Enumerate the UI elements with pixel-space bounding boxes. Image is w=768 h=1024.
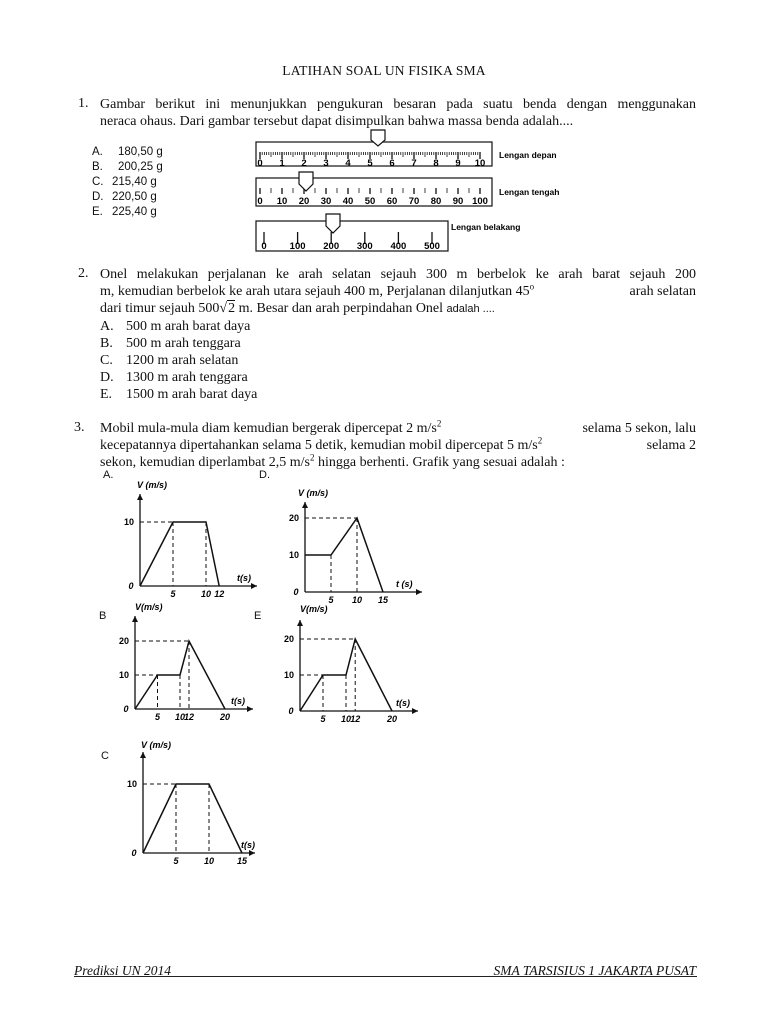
x-tick-label: 12 — [183, 712, 195, 722]
x-axis-arrow — [249, 850, 255, 856]
front-arm-label: Lengan depan — [499, 150, 557, 160]
x-tick-label: 5 — [328, 595, 334, 605]
graph-b — [105, 596, 265, 728]
q2-option-b: B. 500 m arah tenggara — [100, 336, 241, 351]
q2-option-a: A. 500 m arah barat daya — [100, 319, 251, 334]
q2-line-2: m, kemudian berbelok ke arah utara sejauh 400 m, Perjalanan dilanjutkan 45$^o$ arah selatan — [100, 281, 696, 299]
q1-option-c: C. 215,40 g — [92, 176, 157, 188]
x-tick-label: 12 — [350, 714, 361, 724]
y-axis-label: V (m/s) — [298, 488, 329, 498]
x-axis-label: t (s) — [396, 579, 413, 589]
scale-label: 10 — [276, 196, 288, 207]
q3-line-3: sekon, kemudian diperlambat 2,5 $m/s^2$ hingga berhenti. Grafik yang sesuai adalah : — [100, 452, 565, 470]
x-tick-label: 10 — [340, 714, 352, 724]
q2-options — [100, 318, 257, 403]
x-axis-arrow — [251, 583, 257, 589]
x-axis-arrow — [416, 589, 422, 595]
scale-label: 0 — [261, 241, 267, 252]
scale-label: 1 — [279, 158, 285, 169]
back-arm-rider — [326, 214, 340, 233]
x-axis-label: t(s) — [231, 696, 245, 706]
scale-label: 40 — [342, 196, 354, 207]
y-axis-arrow — [140, 752, 146, 758]
graph-c — [105, 736, 265, 866]
scale-label: 400 — [390, 241, 407, 252]
y-tick-label: 10 — [126, 779, 137, 789]
y-tick-label: 20 — [283, 634, 294, 644]
graph-d-letter: D. — [259, 469, 270, 481]
graph-c-letter: C — [101, 750, 109, 762]
x-axis-arrow — [412, 708, 418, 714]
scale-label: 300 — [356, 241, 373, 252]
graph-d — [270, 484, 430, 610]
front-arm-rider — [371, 130, 385, 146]
velocity-line — [300, 639, 392, 711]
x-tick-label: 20 — [219, 712, 231, 722]
footer-rule — [74, 976, 697, 977]
q3-line-2: kecepatannya dipertahankan selama 5 detik, kemudian mobil dipercepat 5 $m/s^2$ selama 2 — [100, 435, 696, 453]
x-axis-arrow — [247, 706, 253, 712]
scale-label: 100 — [472, 196, 488, 207]
q1-option-e: E. 225,40 g — [92, 206, 157, 218]
scale-label: 200 — [323, 241, 340, 252]
velocity-line — [140, 522, 219, 586]
back-arm-beam — [256, 221, 448, 251]
page-title: LATIHAN SOAL UN FISIKA SMA — [282, 63, 486, 78]
x-tick-label: 5 — [170, 589, 176, 599]
q2-line-1: Onel melakukan perjalanan ke arah selatan sejauh 300 m berbelok ke arah barat sejauh 200 — [100, 267, 696, 282]
back-arm-label: Lengan belakang — [451, 222, 521, 232]
y-tick-label: 10 — [288, 550, 299, 560]
scale-label: 3 — [323, 158, 329, 169]
q1-number: 1. — [78, 96, 89, 111]
q1-option-a: A. 180,50 g — [92, 146, 163, 158]
footer-left: Prediksi UN 2014 — [74, 963, 171, 978]
graph-a — [105, 474, 265, 606]
q3-number: 3. — [74, 420, 85, 435]
scale-label: 4 — [345, 158, 351, 169]
x-tick-label: 10 — [351, 595, 363, 605]
y-axis-label: V(m/s) — [135, 602, 163, 612]
y-axis-arrow — [137, 494, 143, 500]
x-axis-label: t(s) — [237, 573, 251, 583]
graph-e — [270, 598, 430, 728]
graph-b-letter: B — [99, 610, 107, 622]
y-tick-label: 10 — [123, 517, 134, 527]
middle-arm-label: Lengan tengah — [499, 187, 560, 197]
x-tick-label: 20 — [386, 714, 398, 724]
velocity-line — [305, 518, 383, 592]
y-axis-arrow — [302, 502, 308, 508]
x-tick-label: 5 — [320, 714, 326, 724]
scale-label: 6 — [389, 158, 395, 169]
x-tick-label: 5 — [173, 856, 179, 866]
q2-option-e: E. 1500 m arah barat daya — [100, 387, 258, 402]
scale-label: 10 — [474, 158, 486, 169]
x-tick-label: 15 — [236, 856, 248, 866]
scale-label: 90 — [452, 196, 464, 207]
ohaus-balance-figure — [250, 128, 570, 256]
q2-line-3: dari timur sejauh 500√2 m. Besar dan arah perpindahan Onel adalah .... — [100, 301, 495, 316]
y-axis-arrow — [132, 616, 138, 622]
y-axis-arrow — [297, 620, 303, 626]
x-axis-label: t(s) — [241, 840, 255, 850]
x-tick-label: 10 — [203, 856, 215, 866]
q1-line-1: Gambar berikut ini menunjukkan pengukuran besaran pada suatu benda dengan menggunakan — [100, 97, 696, 112]
q2-option-c: C. 1200 m arah selatan — [100, 353, 239, 368]
y-axis-label: V(m/s) — [300, 604, 328, 614]
x-axis-label: t(s) — [396, 698, 410, 708]
y-axis-label: V (m/s) — [137, 480, 168, 490]
scale-label: 70 — [408, 196, 420, 207]
y-tick-label: 20 — [118, 636, 129, 646]
q2-option-d: D. 1300 m arah tenggara — [100, 370, 248, 385]
scale-label: 500 — [424, 241, 440, 252]
q2-number: 2. — [78, 266, 89, 281]
origin-label: 0 — [123, 704, 129, 714]
origin-label: 0 — [128, 581, 134, 591]
scale-label: 9 — [455, 158, 461, 169]
x-tick-label: 5 — [154, 712, 161, 722]
scale-label: 5 — [367, 158, 373, 169]
scale-label: 80 — [430, 196, 442, 207]
y-axis-label: V (m/s) — [141, 740, 172, 750]
y-tick-label: 10 — [283, 670, 294, 680]
y-tick-label: 20 — [288, 513, 299, 523]
q1-options — [92, 145, 163, 220]
velocity-line — [143, 784, 242, 853]
scale-label: 2 — [301, 158, 307, 169]
q1-option-d: D. 220,50 g — [92, 191, 157, 203]
back-arm-ticks — [261, 232, 440, 252]
graph-e-letter: E — [254, 610, 262, 622]
x-tick-label: 10 — [200, 589, 212, 599]
q1-option-b: B. 200,25 g — [92, 161, 163, 173]
middle-arm-ticks — [257, 188, 488, 207]
scale-label: 20 — [298, 196, 310, 207]
scale-label: 7 — [411, 158, 417, 169]
x-tick-label: 10 — [174, 712, 186, 722]
x-tick-label: 12 — [214, 589, 225, 599]
scale-label: 0 — [257, 196, 263, 207]
scale-label: 8 — [433, 158, 439, 169]
x-tick-label: 15 — [377, 595, 389, 605]
q3-line-1: Mobil mula-mula diam kemudian bergerak dipercepat 2 $m/s^2$ selama 5 sekon, lalu — [100, 418, 696, 436]
origin-label: 0 — [293, 587, 299, 597]
y-tick-label: 10 — [118, 670, 129, 680]
scale-label: 30 — [320, 196, 332, 207]
scale-label: 50 — [364, 196, 376, 207]
middle-arm-rider — [299, 172, 313, 191]
origin-label: 0 — [288, 706, 294, 716]
q1-line-2: neraca ohaus. Dari gambar tersebut dapat disimpulkan bahwa massa benda adalah.... — [100, 114, 574, 129]
graph-a-letter: A. — [103, 469, 114, 481]
origin-label: 0 — [131, 848, 137, 858]
scale-label: 100 — [289, 241, 306, 252]
scale-label: 0 — [257, 158, 263, 169]
footer-right: SMA TARSISIUS 1 JAKARTA PUSAT — [493, 963, 696, 978]
scale-label: 60 — [386, 196, 398, 207]
